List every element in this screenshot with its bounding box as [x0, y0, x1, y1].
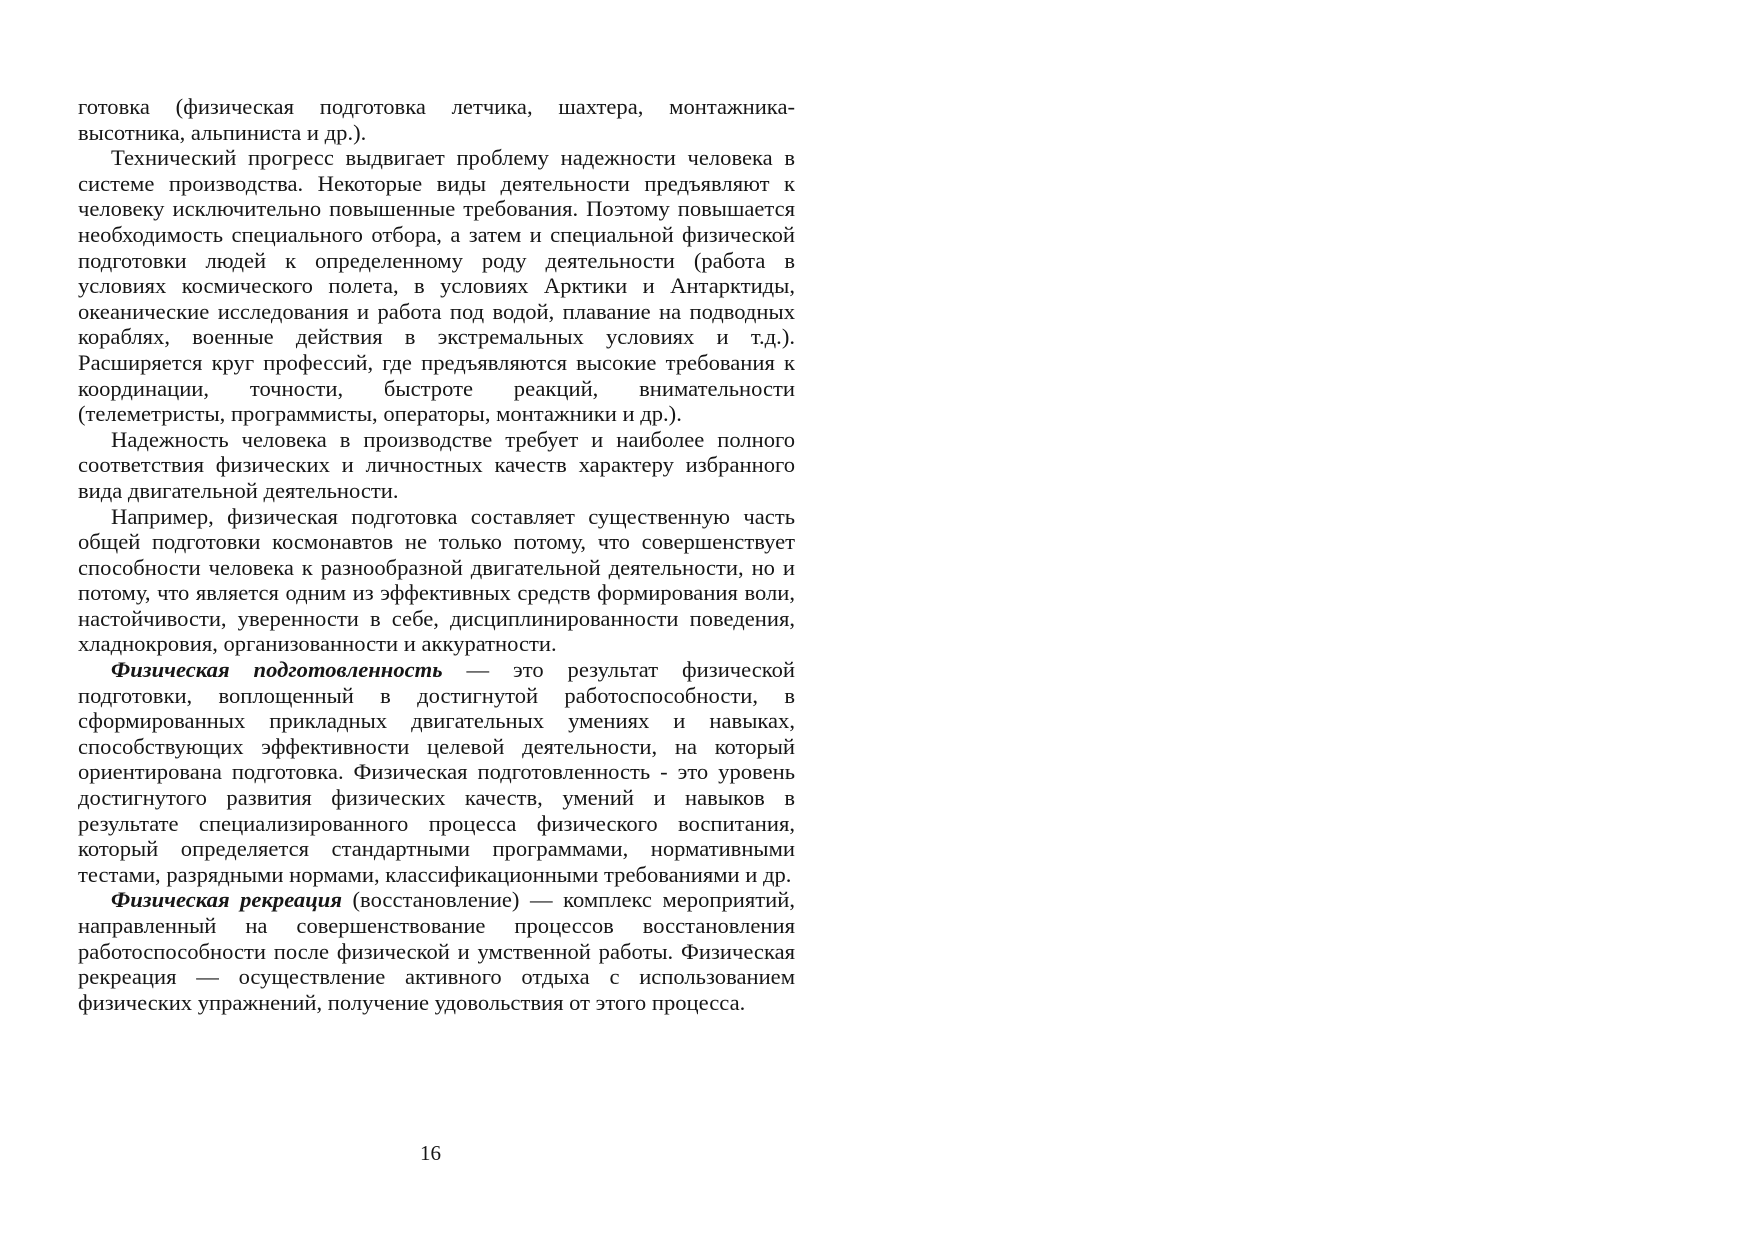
paragraph-text: Технический прогресс выдвигает проблему надежности человека в системе производства. Некоторые виды деятельности предъявляют к человеку исключительно повышенные требования. Поэтому повышается необходимость специального отбора, а затем и специальной физической подготовки людей к определенному роду деятельности (работа в условиях космического полета, в условиях Арктики и Антарктиды, океанические исследования и работа под водой, плавание на подводных кораблях, военные действия в экстремальных условиях и т.д.). Расширяется круг профессий, где предъявляются высокие требования к координации, точности, быстроте реакций, внимательности (телеметристы, программисты, операторы, монтажники и др.).	[78, 145, 795, 427]
paragraph-text: готовка (физическая подготовка летчика, шахтера, монтажника-высотника, альпиниста и др.).	[78, 94, 795, 145]
page-body	[78, 94, 795, 1015]
paragraph-physical-fitness	[78, 657, 795, 887]
paragraph-physical-recreation	[78, 887, 795, 1015]
paragraph-continued	[78, 94, 795, 145]
paragraph-text: Например, физическая подготовка составляет существенную часть общей подготовки космонавтов не только потому, что совершенствует способности человека к разнообразной двигательной деятельности, но и потому, что является одним из эффективных средств формирования воли, настойчивости, уверенности в себе, дисциплинированности поведения, хладнокровия, организованности и аккуратности.	[78, 503, 795, 657]
paragraph-cosmonauts	[78, 504, 795, 658]
paragraph-text: Надежность человека в производстве требует и наиболее полного соответствия физических и личностных качеств характеру избранного вида двигательной деятельности.	[78, 426, 795, 503]
paragraph-text: (восстановление) — комплекс мероприятий, направленный на совершенствование процессов восстановления работоспособности после физической и умственной работы. Физическая рекреация — осуществление активного отдыха с использованием физических упражнений, получение удовольствия от этого процесса.	[78, 887, 795, 1015]
paragraph-reliability	[78, 427, 795, 504]
term-physical-fitness: Физическая подготовленность	[111, 657, 443, 683]
paragraph-text: — это результат физической подготовки, воплощенный в достигнутой работоспособности, в сформированных прикладных двигательных умениях и навыках, способствующих эффективности целевой деятельности, на который ориентирована подготовка. Физическая подготовленность - это уровень достигнутого развития физических качеств, умений и навыков в результате специализированного процесса физического воспитания, который определяется стандартными программами, нормативными тестами, разрядными нормами, классификационными требованиями и др.	[78, 657, 795, 887]
term-physical-recreation: Физическая рекреация	[111, 887, 342, 913]
page-number: 16	[420, 1141, 441, 1165]
paragraph-technical-progress	[78, 145, 795, 427]
